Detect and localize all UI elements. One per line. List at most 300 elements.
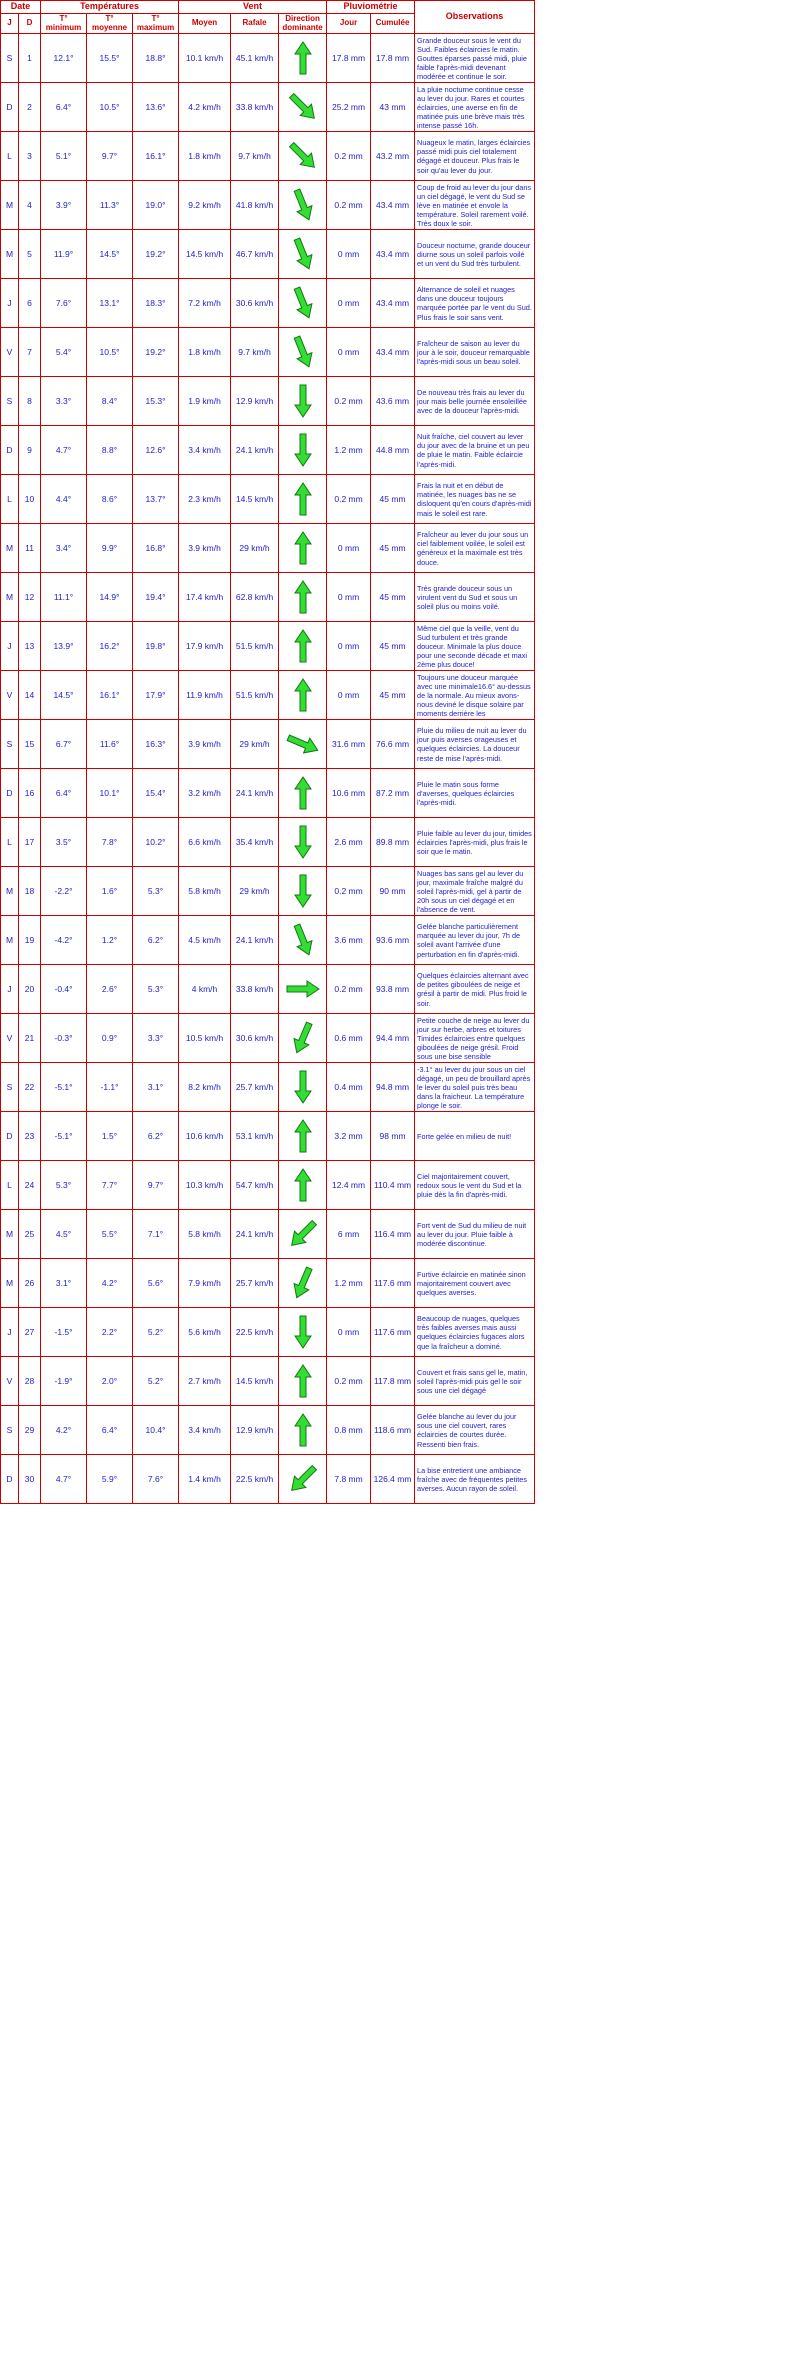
cell-temp-max: 3.1° xyxy=(133,1063,179,1112)
cell-observations: Pluie le matin sous forme d'averses, quelques éclaircies l'après-midi. xyxy=(415,769,535,818)
cell-wind-direction xyxy=(279,83,327,132)
cell-temp-min: 3.5° xyxy=(41,818,87,867)
cell-wind-gust: 30.6 km/h xyxy=(231,279,279,328)
cell-observations: Beaucoup de nuages, quelques très faibles averses mais aussi quelques éclaircies fugaces alors que la fraîcheur a dominé. xyxy=(415,1308,535,1357)
cell-day-number: 15 xyxy=(19,720,41,769)
cell-wind-gust: 22.5 km/h xyxy=(231,1308,279,1357)
cell-temp-min: 6.7° xyxy=(41,720,87,769)
cell-day-number: 28 xyxy=(19,1357,41,1406)
cell-wind-gust: 14.5 km/h xyxy=(231,475,279,524)
cell-temp-moy: 7.7° xyxy=(87,1161,133,1210)
cell-rain-cumulative: 94.8 mm xyxy=(371,1063,415,1112)
cell-wind-direction xyxy=(279,132,327,181)
cell-day-letter: M xyxy=(1,524,19,573)
header-group-temperatures: Températures xyxy=(41,1,179,14)
table-row xyxy=(1,524,535,573)
cell-observations: Fraîcheur au lever du jour sous un ciel faiblement voilée, le soleil est généreux et la maximale est très douce. xyxy=(415,524,535,573)
wind-direction-arrow-icon xyxy=(281,1119,324,1155)
cell-wind-direction xyxy=(279,1259,327,1308)
wind-direction-arrow-icon xyxy=(281,139,324,175)
cell-day-number: 5 xyxy=(19,230,41,279)
cell-rain-cumulative: 93.6 mm xyxy=(371,916,415,965)
cell-temp-min: -0.3° xyxy=(41,1014,87,1063)
table-row xyxy=(1,181,535,230)
cell-wind-direction xyxy=(279,1210,327,1259)
table-row xyxy=(1,720,535,769)
cell-observations: Grande douceur sous le vent du Sud. Faibles éclaircies le matin. Gouttes éparses passé midi, pluie faible l'après-midi devenant modérée et continue le soir. xyxy=(415,34,535,83)
cell-temp-max: 10.4° xyxy=(133,1406,179,1455)
cell-wind-direction xyxy=(279,328,327,377)
cell-wind-mean: 10.1 km/h xyxy=(179,34,231,83)
cell-temp-min: 12.1° xyxy=(41,34,87,83)
cell-observations: -3.1° au lever du jour sous un ciel dégagé, un peu de brouillard après le lever du soleil puis très beau dans la fraicheur. La température plonge le soir. xyxy=(415,1063,535,1112)
cell-wind-mean: 1.4 km/h xyxy=(179,1455,231,1504)
cell-wind-direction xyxy=(279,1161,327,1210)
cell-temp-min: 3.1° xyxy=(41,1259,87,1308)
cell-rain-cumulative: 43.4 mm xyxy=(371,230,415,279)
wind-direction-arrow-icon xyxy=(281,1364,324,1400)
cell-day-number: 25 xyxy=(19,1210,41,1259)
cell-day-letter: L xyxy=(1,475,19,524)
cell-rain-day: 0.2 mm xyxy=(327,867,371,916)
cell-temp-max: 16.3° xyxy=(133,720,179,769)
cell-wind-direction xyxy=(279,475,327,524)
cell-rain-day: 0 mm xyxy=(327,671,371,720)
cell-observations: Couvert et frais sans gel le, matin, soleil l'après-midi puis gel le soir sous une ciel dégagé xyxy=(415,1357,535,1406)
wind-direction-arrow-icon xyxy=(281,1168,324,1204)
cell-rain-cumulative: 117.6 mm xyxy=(371,1308,415,1357)
cell-day-letter: V xyxy=(1,328,19,377)
cell-day-letter: M xyxy=(1,1210,19,1259)
cell-observations: De nouveau très frais au lever du jour mais belle journée ensoleillée avec de la douceur l'après-midi. xyxy=(415,377,535,426)
cell-wind-gust: 51.5 km/h xyxy=(231,622,279,671)
cell-temp-max: 19.2° xyxy=(133,230,179,279)
cell-rain-day: 0 mm xyxy=(327,573,371,622)
cell-day-number: 16 xyxy=(19,769,41,818)
cell-observations: Nuageux le matin, larges éclaircies passé midi puis ciel totalement dégagé et douceur. Plus frais le soir qu'au lever du jour. xyxy=(415,132,535,181)
cell-observations: Même ciel que la veille, vent du Sud turbulent et très grande douceur. Minimale la plus douce pour une seconde décade et maxi 2ème plus douce! xyxy=(415,622,535,671)
wind-direction-arrow-icon xyxy=(281,41,324,77)
header-col-vent-moyen: Moyen xyxy=(179,13,231,34)
cell-day-number: 2 xyxy=(19,83,41,132)
cell-observations: Coup de froid au lever du jour dans un ciel dégagé, le vent du Sud se lève en matinée et envole la température. Soleil rarement voilé. Très doux le soir. xyxy=(415,181,535,230)
header-col-j: J xyxy=(1,13,19,34)
wind-direction-arrow-icon xyxy=(281,90,324,126)
cell-temp-max: 7.6° xyxy=(133,1455,179,1504)
cell-temp-moy: 9.7° xyxy=(87,132,133,181)
cell-wind-gust: 9.7 km/h xyxy=(231,132,279,181)
cell-rain-cumulative: 76.6 mm xyxy=(371,720,415,769)
header-group-date: Date xyxy=(1,1,41,14)
cell-day-number: 4 xyxy=(19,181,41,230)
wind-direction-arrow-icon xyxy=(281,629,324,665)
cell-temp-moy: 13.1° xyxy=(87,279,133,328)
header-col-tmax: T° maximum xyxy=(133,13,179,34)
cell-wind-mean: 8.2 km/h xyxy=(179,1063,231,1112)
cell-rain-day: 7.8 mm xyxy=(327,1455,371,1504)
cell-temp-moy: 8.8° xyxy=(87,426,133,475)
cell-wind-mean: 1.8 km/h xyxy=(179,328,231,377)
cell-wind-direction xyxy=(279,1406,327,1455)
cell-wind-mean: 11.9 km/h xyxy=(179,671,231,720)
cell-rain-cumulative: 17.8 mm xyxy=(371,34,415,83)
cell-rain-day: 6 mm xyxy=(327,1210,371,1259)
cell-temp-max: 13.6° xyxy=(133,83,179,132)
monthly-weather-table xyxy=(0,0,535,1504)
cell-day-letter: S xyxy=(1,377,19,426)
header-col-pluie-jour: Jour xyxy=(327,13,371,34)
cell-rain-day: 31.6 mm xyxy=(327,720,371,769)
cell-temp-moy: 10.5° xyxy=(87,328,133,377)
cell-wind-direction xyxy=(279,1308,327,1357)
cell-temp-min: -4.2° xyxy=(41,916,87,965)
cell-wind-gust: 14.5 km/h xyxy=(231,1357,279,1406)
cell-observations: Très grande douceur sous un virulent vent du Sud et sous un soleil plus ou moins voilé. xyxy=(415,573,535,622)
cell-temp-min: -1.5° xyxy=(41,1308,87,1357)
cell-day-letter: J xyxy=(1,622,19,671)
cell-day-letter: D xyxy=(1,769,19,818)
header-group-row xyxy=(1,1,535,14)
cell-temp-moy: 1.5° xyxy=(87,1112,133,1161)
cell-day-letter: M xyxy=(1,1259,19,1308)
cell-rain-day: 17.8 mm xyxy=(327,34,371,83)
cell-day-letter: D xyxy=(1,83,19,132)
cell-wind-mean: 5.8 km/h xyxy=(179,1210,231,1259)
wind-direction-arrow-icon xyxy=(281,678,324,714)
cell-temp-min: 11.1° xyxy=(41,573,87,622)
cell-temp-moy: 4.2° xyxy=(87,1259,133,1308)
cell-temp-moy: 16.1° xyxy=(87,671,133,720)
cell-wind-mean: 2.3 km/h xyxy=(179,475,231,524)
cell-wind-gust: 62.8 km/h xyxy=(231,573,279,622)
cell-wind-gust: 46.7 km/h xyxy=(231,230,279,279)
table-row xyxy=(1,1259,535,1308)
cell-temp-max: 5.6° xyxy=(133,1259,179,1308)
cell-temp-moy: 5.5° xyxy=(87,1210,133,1259)
cell-wind-mean: 5.6 km/h xyxy=(179,1308,231,1357)
cell-temp-min: 13.9° xyxy=(41,622,87,671)
cell-day-number: 26 xyxy=(19,1259,41,1308)
wind-direction-arrow-icon xyxy=(281,188,324,224)
wind-direction-arrow-icon xyxy=(281,972,324,1008)
cell-rain-cumulative: 43.4 mm xyxy=(371,328,415,377)
cell-rain-day: 0.2 mm xyxy=(327,1357,371,1406)
cell-rain-cumulative: 89.8 mm xyxy=(371,818,415,867)
cell-wind-gust: 24.1 km/h xyxy=(231,426,279,475)
cell-wind-gust: 41.8 km/h xyxy=(231,181,279,230)
table-row xyxy=(1,475,535,524)
cell-wind-gust: 35.4 km/h xyxy=(231,818,279,867)
wind-direction-arrow-icon xyxy=(281,1070,324,1106)
cell-rain-day: 0.2 mm xyxy=(327,965,371,1014)
cell-rain-day: 3.2 mm xyxy=(327,1112,371,1161)
cell-day-letter: J xyxy=(1,279,19,328)
cell-temp-max: 18.8° xyxy=(133,34,179,83)
table-row xyxy=(1,230,535,279)
table-row xyxy=(1,769,535,818)
cell-wind-mean: 1.9 km/h xyxy=(179,377,231,426)
cell-wind-mean: 7.9 km/h xyxy=(179,1259,231,1308)
cell-wind-mean: 3.9 km/h xyxy=(179,720,231,769)
cell-temp-moy: 9.9° xyxy=(87,524,133,573)
cell-temp-max: 19.4° xyxy=(133,573,179,622)
table-row xyxy=(1,1210,535,1259)
cell-day-number: 8 xyxy=(19,377,41,426)
wind-direction-arrow-icon xyxy=(281,1021,324,1057)
cell-wind-direction xyxy=(279,524,327,573)
cell-rain-day: 12.4 mm xyxy=(327,1161,371,1210)
cell-temp-max: 6.2° xyxy=(133,1112,179,1161)
cell-rain-cumulative: 43.4 mm xyxy=(371,279,415,328)
cell-temp-max: 3.3° xyxy=(133,1014,179,1063)
cell-wind-direction xyxy=(279,916,327,965)
cell-rain-day: 0.4 mm xyxy=(327,1063,371,1112)
table-row xyxy=(1,426,535,475)
cell-temp-max: 7.1° xyxy=(133,1210,179,1259)
cell-temp-moy: 5.9° xyxy=(87,1455,133,1504)
cell-wind-direction xyxy=(279,279,327,328)
table-row xyxy=(1,1308,535,1357)
cell-rain-cumulative: 116.4 mm xyxy=(371,1210,415,1259)
cell-rain-day: 1.2 mm xyxy=(327,426,371,475)
wind-direction-arrow-icon xyxy=(281,1462,324,1498)
cell-wind-direction xyxy=(279,377,327,426)
cell-rain-cumulative: 110.4 mm xyxy=(371,1161,415,1210)
cell-rain-cumulative: 126.4 mm xyxy=(371,1455,415,1504)
cell-rain-cumulative: 90 mm xyxy=(371,867,415,916)
header-col-tmin: T° minimum xyxy=(41,13,87,34)
table-row xyxy=(1,328,535,377)
table-row xyxy=(1,867,535,916)
cell-rain-cumulative: 45 mm xyxy=(371,671,415,720)
cell-day-letter: V xyxy=(1,1357,19,1406)
cell-wind-gust: 24.1 km/h xyxy=(231,916,279,965)
cell-temp-max: 10.2° xyxy=(133,818,179,867)
wind-direction-arrow-icon xyxy=(281,531,324,567)
cell-day-letter: S xyxy=(1,34,19,83)
header-group-vent: Vent xyxy=(179,1,327,14)
cell-temp-moy: 15.5° xyxy=(87,34,133,83)
cell-observations: La bise entretient une ambiance fraîche avec de fréquentes petites averses. Aucun rayon de soleil. xyxy=(415,1455,535,1504)
cell-rain-day: 0 mm xyxy=(327,230,371,279)
cell-wind-gust: 33.8 km/h xyxy=(231,83,279,132)
cell-temp-min: -1.9° xyxy=(41,1357,87,1406)
cell-temp-max: 17.9° xyxy=(133,671,179,720)
table-row xyxy=(1,1455,535,1504)
cell-temp-min: 4.7° xyxy=(41,1455,87,1504)
cell-rain-cumulative: 98 mm xyxy=(371,1112,415,1161)
cell-wind-direction xyxy=(279,818,327,867)
cell-observations: Pluie du milieu de nuit au lever du jour puis averses orageuses et quelques éclaircies. La douceur reste de mise l'après-midi. xyxy=(415,720,535,769)
cell-day-letter: J xyxy=(1,965,19,1014)
cell-observations: Gelée blanche particulièrement marquée au lever du jour, 7h de soleil avant l'arrivée d'une perturbation en fin d'après-midi. xyxy=(415,916,535,965)
cell-temp-moy: 14.9° xyxy=(87,573,133,622)
cell-wind-gust: 54.7 km/h xyxy=(231,1161,279,1210)
cell-temp-moy: 16.2° xyxy=(87,622,133,671)
cell-day-number: 14 xyxy=(19,671,41,720)
cell-rain-day: 10.6 mm xyxy=(327,769,371,818)
table-row xyxy=(1,34,535,83)
cell-day-letter: M xyxy=(1,181,19,230)
cell-wind-direction xyxy=(279,1455,327,1504)
cell-temp-min: -2.2° xyxy=(41,867,87,916)
cell-temp-min: 7.6° xyxy=(41,279,87,328)
cell-day-letter: L xyxy=(1,1161,19,1210)
table-row xyxy=(1,132,535,181)
cell-wind-mean: 17.9 km/h xyxy=(179,622,231,671)
cell-day-number: 22 xyxy=(19,1063,41,1112)
cell-temp-moy: 10.5° xyxy=(87,83,133,132)
cell-observations: Fort vent de Sud du milieu de nuit au lever du jour. Pluie faible à modérée discontinue. xyxy=(415,1210,535,1259)
cell-wind-mean: 10.3 km/h xyxy=(179,1161,231,1210)
cell-wind-mean: 1.8 km/h xyxy=(179,132,231,181)
cell-temp-max: 5.3° xyxy=(133,965,179,1014)
wind-direction-arrow-icon xyxy=(281,776,324,812)
cell-rain-cumulative: 94.4 mm xyxy=(371,1014,415,1063)
cell-temp-moy: 8.4° xyxy=(87,377,133,426)
table-row xyxy=(1,1357,535,1406)
cell-day-number: 12 xyxy=(19,573,41,622)
cell-rain-cumulative: 45 mm xyxy=(371,524,415,573)
cell-rain-day: 1.2 mm xyxy=(327,1259,371,1308)
cell-temp-min: 4.4° xyxy=(41,475,87,524)
cell-rain-cumulative: 43.6 mm xyxy=(371,377,415,426)
cell-observations: Douceur nocturne, grande douceur diurne sous un soleil parfois voilé et un vent du Sud très turbulent. xyxy=(415,230,535,279)
cell-day-letter: S xyxy=(1,1406,19,1455)
cell-wind-mean: 10.5 km/h xyxy=(179,1014,231,1063)
cell-observations: Furtive éclaircie en matinée sinon majoritairement couvert avec quelques averses. xyxy=(415,1259,535,1308)
cell-observations: Nuit fraîche, ciel couvert au lever du jour avec de la bruine et un peu de pluie le matin. Faible éclaircie l'après-midi. xyxy=(415,426,535,475)
table-row xyxy=(1,1406,535,1455)
cell-temp-min: 11.9° xyxy=(41,230,87,279)
cell-wind-direction xyxy=(279,34,327,83)
cell-wind-direction xyxy=(279,671,327,720)
cell-wind-gust: 25.7 km/h xyxy=(231,1259,279,1308)
cell-day-letter: D xyxy=(1,1112,19,1161)
cell-day-letter: M xyxy=(1,573,19,622)
cell-rain-cumulative: 45 mm xyxy=(371,475,415,524)
cell-rain-day: 0.2 mm xyxy=(327,181,371,230)
cell-wind-mean: 2.7 km/h xyxy=(179,1357,231,1406)
cell-temp-moy: 2.6° xyxy=(87,965,133,1014)
cell-temp-min: 4.2° xyxy=(41,1406,87,1455)
cell-temp-max: 5.2° xyxy=(133,1308,179,1357)
cell-rain-day: 0.2 mm xyxy=(327,475,371,524)
cell-observations: Forte gelée en milieu de nuit! xyxy=(415,1112,535,1161)
cell-wind-direction xyxy=(279,1063,327,1112)
cell-rain-cumulative: 117.8 mm xyxy=(371,1357,415,1406)
table-row xyxy=(1,671,535,720)
cell-wind-gust: 22.5 km/h xyxy=(231,1455,279,1504)
cell-wind-mean: 3.9 km/h xyxy=(179,524,231,573)
cell-temp-min: 5.3° xyxy=(41,1161,87,1210)
cell-temp-max: 19.8° xyxy=(133,622,179,671)
cell-temp-max: 15.4° xyxy=(133,769,179,818)
cell-wind-gust: 29 km/h xyxy=(231,867,279,916)
cell-day-number: 1 xyxy=(19,34,41,83)
cell-wind-direction xyxy=(279,573,327,622)
cell-temp-moy: 10.1° xyxy=(87,769,133,818)
cell-temp-min: -0.4° xyxy=(41,965,87,1014)
cell-day-letter: V xyxy=(1,1014,19,1063)
cell-wind-direction xyxy=(279,769,327,818)
cell-rain-cumulative: 87.2 mm xyxy=(371,769,415,818)
cell-rain-cumulative: 43.4 mm xyxy=(371,181,415,230)
wind-direction-arrow-icon xyxy=(281,1413,324,1449)
cell-rain-cumulative: 44.8 mm xyxy=(371,426,415,475)
cell-day-letter: L xyxy=(1,818,19,867)
cell-wind-mean: 14.5 km/h xyxy=(179,230,231,279)
table-row xyxy=(1,916,535,965)
wind-direction-arrow-icon xyxy=(281,482,324,518)
cell-rain-cumulative: 43 mm xyxy=(371,83,415,132)
table-body xyxy=(1,34,535,1504)
cell-wind-gust: 25.7 km/h xyxy=(231,1063,279,1112)
cell-wind-direction xyxy=(279,622,327,671)
cell-day-number: 11 xyxy=(19,524,41,573)
table-row xyxy=(1,573,535,622)
cell-wind-direction xyxy=(279,230,327,279)
cell-day-number: 10 xyxy=(19,475,41,524)
cell-temp-min: 6.4° xyxy=(41,769,87,818)
cell-day-number: 24 xyxy=(19,1161,41,1210)
cell-day-number: 29 xyxy=(19,1406,41,1455)
cell-wind-gust: 51.5 km/h xyxy=(231,671,279,720)
cell-temp-max: 19.2° xyxy=(133,328,179,377)
cell-rain-day: 0 mm xyxy=(327,622,371,671)
cell-rain-day: 0 mm xyxy=(327,524,371,573)
cell-temp-max: 16.1° xyxy=(133,132,179,181)
cell-wind-gust: 29 km/h xyxy=(231,720,279,769)
table-header xyxy=(1,1,535,34)
cell-rain-day: 0.2 mm xyxy=(327,377,371,426)
table-row xyxy=(1,1014,535,1063)
cell-day-letter: S xyxy=(1,1063,19,1112)
cell-day-number: 27 xyxy=(19,1308,41,1357)
cell-observations: Nuages bas sans gel au lever du jour, maximale fraîche malgré du soleil l'après-midi, gel à partir de 20h sous un ciel dégagé et en l'absence de vent. xyxy=(415,867,535,916)
cell-wind-gust: 53.1 km/h xyxy=(231,1112,279,1161)
cell-rain-day: 0.2 mm xyxy=(327,132,371,181)
cell-wind-mean: 5.8 km/h xyxy=(179,867,231,916)
cell-wind-mean: 6.6 km/h xyxy=(179,818,231,867)
cell-wind-mean: 4.2 km/h xyxy=(179,83,231,132)
cell-wind-mean: 4.5 km/h xyxy=(179,916,231,965)
cell-day-letter: D xyxy=(1,426,19,475)
cell-day-number: 13 xyxy=(19,622,41,671)
cell-temp-max: 16.8° xyxy=(133,524,179,573)
cell-rain-cumulative: 117.6 mm xyxy=(371,1259,415,1308)
cell-temp-max: 13.7° xyxy=(133,475,179,524)
cell-wind-gust: 12.9 km/h xyxy=(231,1406,279,1455)
cell-temp-max: 15.3° xyxy=(133,377,179,426)
cell-wind-gust: 33.8 km/h xyxy=(231,965,279,1014)
cell-wind-gust: 9.7 km/h xyxy=(231,328,279,377)
table-row xyxy=(1,377,535,426)
cell-day-number: 18 xyxy=(19,867,41,916)
cell-day-number: 17 xyxy=(19,818,41,867)
cell-observations: Fraîcheur de saison au lever du jour à le soir, douceur remarquable l'après-midi sous un beau soleil. xyxy=(415,328,535,377)
cell-rain-day: 3.6 mm xyxy=(327,916,371,965)
cell-wind-mean: 3.4 km/h xyxy=(179,426,231,475)
cell-rain-day: 2.6 mm xyxy=(327,818,371,867)
cell-temp-min: 5.4° xyxy=(41,328,87,377)
cell-wind-gust: 45.1 km/h xyxy=(231,34,279,83)
cell-rain-cumulative: 43.2 mm xyxy=(371,132,415,181)
cell-wind-direction xyxy=(279,1014,327,1063)
cell-rain-day: 0 mm xyxy=(327,1308,371,1357)
cell-observations: La pluie nocturne continue cesse au lever du jour. Rares et courtes éclaircies, une averse en fin de matinée puis une brève mais très intense passé 16h. xyxy=(415,83,535,132)
wind-direction-arrow-icon xyxy=(281,433,324,469)
